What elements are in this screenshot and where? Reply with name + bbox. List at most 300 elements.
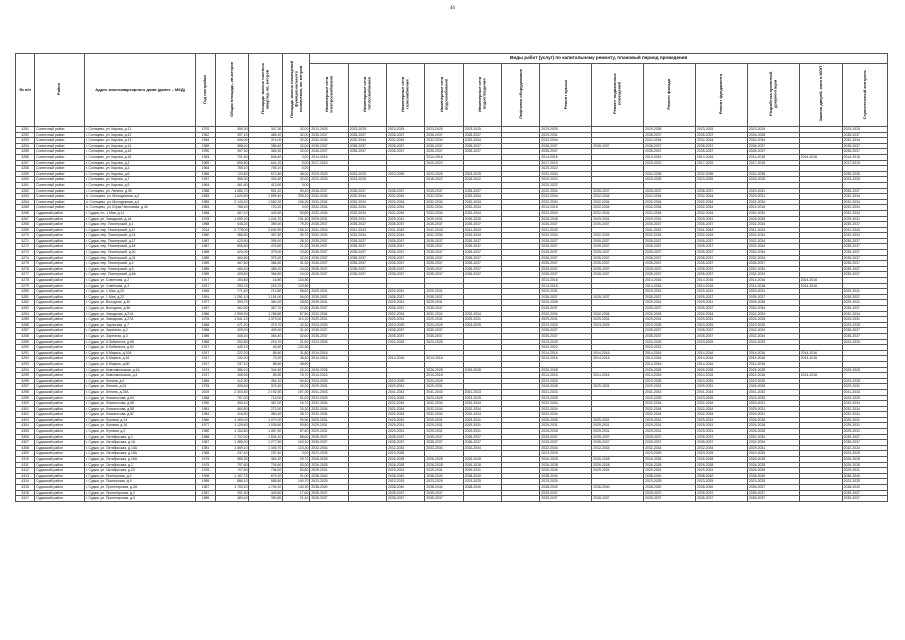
table-cell: 2026-2028 [592, 457, 644, 463]
table-cell: 2017-2019 [842, 160, 887, 166]
table-cell: 1980 [196, 233, 215, 239]
table-cell: 87,60 [283, 429, 310, 435]
table-cell: 4266 [16, 210, 35, 216]
table-cell: 391,30 [215, 490, 249, 496]
table-cell: 2023-2025 [348, 127, 386, 133]
table-cell: 2014-2016 [747, 205, 799, 211]
table-cell: 2023-2025 [842, 395, 887, 401]
table-cell: 89,50 [249, 373, 283, 379]
table-cell: 462,90 [215, 306, 249, 312]
table-cell: 423,00 [215, 250, 249, 256]
table-cell: 558,50 [249, 479, 283, 485]
table-cell: 2032-2034 [747, 199, 799, 205]
table-cell: 1 167,70 [215, 473, 249, 479]
table-cell: 354,40 [249, 333, 283, 339]
table-cell: г. Суджа, ул. Ломоносова, д.6Г [84, 412, 196, 418]
table-cell: 32,60 [283, 333, 310, 339]
table-cell: 2035-2037 [387, 306, 425, 312]
table-cell: 1 599,40 [249, 194, 283, 200]
table-cell: 2020-2022 [644, 160, 696, 166]
table-cell: 2023-2025 [696, 339, 748, 345]
table-cell: Судакский район [35, 445, 85, 451]
table-cell: 2038-2040 [425, 473, 463, 479]
table-cell: Солнечный район [35, 166, 85, 172]
table-cell: г. Солнцево, ул. Кирова, д.16 [84, 154, 196, 160]
table-cell: 2035-2037 [842, 143, 887, 149]
table-cell: 2023-2025 [425, 171, 463, 177]
col-work-header: Ремонт фундамента [696, 64, 748, 127]
table-cell: 2035-2037 [644, 434, 696, 440]
table-cell: 0,00 [283, 205, 310, 211]
table-cell: 2 634,90 [249, 227, 283, 233]
table-cell: 951,20 [249, 188, 283, 194]
table-cell: 2 778,00 [215, 227, 249, 233]
table-cell: 2035-2037 [387, 222, 425, 228]
table-cell: 2035-2037 [747, 294, 799, 300]
table-cell: 4273 [16, 250, 35, 256]
table-cell: 1966 [196, 171, 215, 177]
table-cell: 2029-2031 [425, 317, 463, 323]
table-cell: 16,70 [283, 401, 310, 407]
table-cell: 272,00 [249, 406, 283, 412]
table-cell: 2035-2037 [696, 328, 748, 334]
table-cell: 2032-2034 [425, 311, 463, 317]
table-cell: 2032-2034 [387, 412, 425, 418]
table-cell: 2041-2043 [540, 227, 592, 233]
table-cell: 2032-2034 [425, 445, 463, 451]
table-cell: Солнечный район [35, 182, 85, 188]
table-cell: 2023-2025 [387, 378, 425, 384]
table-cell: 166,90 [215, 373, 249, 379]
table-cell: 2032-2034 [425, 205, 463, 211]
table-cell: г. Солнцево, ул. Кирова, д.12 [84, 132, 196, 138]
table-cell: 2023-2025 [387, 127, 425, 133]
table-cell: Судакский район [35, 333, 85, 339]
table-cell: 2035-2037 [540, 434, 592, 440]
table-cell: 31,30 [283, 261, 310, 267]
table-cell: 2014-2016 [696, 373, 748, 379]
table-cell: 2014-2016 [540, 350, 592, 356]
table-cell: 2029-2031 [644, 384, 696, 390]
table-cell: 2041-2043 [644, 227, 696, 233]
table-cell: 2023-2025 [540, 127, 592, 133]
table-cell: 2032-2034 [425, 199, 463, 205]
table-cell: 32,00 [283, 143, 310, 149]
table-cell: 2032-2034 [747, 333, 799, 339]
table-cell: 2041-2043 [747, 227, 799, 233]
table-cell: 2032-2034 [310, 210, 348, 216]
table-cell: 4260 [16, 177, 35, 183]
table-cell: 2035-2037 [592, 434, 644, 440]
table-cell: 2032-2034 [696, 311, 748, 317]
table-cell: 4301 [16, 406, 35, 412]
table-cell: 2014-2016 [799, 350, 842, 356]
table-cell: 2038-2040 [644, 473, 696, 479]
table-cell: 2029-2031 [310, 300, 348, 306]
table-cell: 2032-2034 [387, 205, 425, 211]
table-cell: 2038-2040 [310, 473, 348, 479]
table-cell: 2035-2037 [348, 188, 386, 194]
table-cell: 2041-2043 [696, 389, 748, 395]
table-cell: 123,40 [283, 445, 310, 451]
table-cell: 2035-2037 [425, 440, 463, 446]
table-cell: 4281 [16, 294, 35, 300]
table-cell: 2029-2031 [425, 216, 463, 222]
table-cell: 2035-2037 [696, 272, 748, 278]
table-cell: 2023-2025 [387, 322, 425, 328]
table-cell: 4272 [16, 244, 35, 250]
table-cell: 2041-2043 [310, 227, 348, 233]
table-cell: 2032-2035 [644, 171, 696, 177]
table-cell: 2029-2031 [463, 417, 501, 423]
table-cell: 2023-2025 [842, 339, 887, 345]
table-cell: 2035-2037 [747, 490, 799, 496]
table-cell: 2029-2031 [540, 289, 592, 295]
table-cell: 2035-2037 [310, 266, 348, 272]
table-cell: 2035-2037 [644, 266, 696, 272]
table-cell: 2035-2037 [592, 143, 644, 149]
table-cell: Судакский район [35, 401, 85, 407]
table-cell: 106,20 [283, 199, 310, 205]
table-cell: 2035-2037 [842, 132, 887, 138]
table-cell: 2035-2037 [425, 238, 463, 244]
table-cell: 2035-2037 [842, 238, 887, 244]
table-cell: 0,00 [283, 182, 310, 188]
table-cell: 2023-2025 [310, 339, 348, 345]
table-cell: п. Солнцево, ул. Молодежная, д.2 [84, 194, 196, 200]
table-cell: 2029-2031 [425, 429, 463, 435]
table-cell: 91,00 [283, 473, 310, 479]
table-cell: 2032-2034 [644, 138, 696, 144]
table-cell: 2035-2037 [425, 261, 463, 267]
table-cell: 2029-2031 [387, 317, 425, 323]
table-cell: 1966 [196, 339, 215, 345]
table-cell: 2035-2037 [387, 149, 425, 155]
table-cell: 712,80 [249, 289, 283, 295]
table-cell: 405,40 [215, 384, 249, 390]
table-cell: 2035-2037 [644, 238, 696, 244]
table-cell: 2035-2037 [387, 261, 425, 267]
table-cell: г. Суджа, ул. Ленина, д.2 [84, 378, 196, 384]
capital-repair-table [15, 53, 888, 502]
table-cell: 367,00 [249, 401, 283, 407]
table-cell: 708,00 [249, 468, 283, 474]
table-cell: 2035-2037 [747, 149, 799, 155]
table-cell: 4292 [16, 356, 35, 362]
table-cell: 135,10 [283, 227, 310, 233]
table-cell: 2029-2031 [842, 289, 887, 295]
table-cell: 1 541,10 [215, 317, 249, 323]
table-cell: 2032-2034 [387, 445, 425, 451]
table-cell: 2035-2037 [348, 222, 386, 228]
table-cell: 22,80 [283, 306, 310, 312]
table-cell: 2032-2034 [387, 233, 425, 239]
table-cell: 4296 [16, 378, 35, 384]
table-cell: 2032-2034 [644, 412, 696, 418]
table-cell: 1977 [196, 423, 215, 429]
table-cell: 2032-2034 [842, 194, 887, 200]
table-cell: 2035-2037 [696, 294, 748, 300]
table-cell: 480,40 [215, 496, 249, 502]
table-cell: 2035-2037 [310, 333, 348, 339]
table-cell: г. Солнцево, ул. Кирова, д.2 [84, 160, 196, 166]
table-cell: 2035-2037 [540, 272, 592, 278]
table-cell: 2041-2043 [387, 389, 425, 395]
table-cell: 2035-2037 [644, 143, 696, 149]
table-cell: 1968 [196, 395, 215, 401]
table-cell: 2035-2037 [463, 440, 501, 446]
table-cell: 690,80 [215, 160, 249, 166]
table-cell: 1 620,50 [215, 194, 249, 200]
table-cell: 2035-2037 [387, 244, 425, 250]
table-cell: 2014-2016 [540, 154, 592, 160]
table-cell: 2023-2025 [310, 451, 348, 457]
table-cell: Судакский район [35, 238, 85, 244]
table-cell: 2035-2037 [842, 244, 887, 250]
table-cell: 2018-2022 [463, 177, 501, 183]
table-cell: 2038-2040 [463, 473, 501, 479]
table-cell: 2029-2031 [747, 406, 799, 412]
table-cell: 1989 [196, 143, 215, 149]
table-cell: г. Суджа, ул. Октябрьская, д.16А [84, 457, 196, 463]
table-cell: 2026-2028 [387, 457, 425, 463]
table-cell: 2026-2028 [747, 300, 799, 306]
table-cell: 2035-2037 [747, 143, 799, 149]
table-cell: 24,00 [283, 272, 310, 278]
table-cell: 4304 [16, 423, 35, 429]
table-cell: 1 070,00 [249, 417, 283, 423]
table-cell: 2029-2031 [540, 423, 592, 429]
table-cell: 2035-2037 [310, 244, 348, 250]
table-cell: 2035-2037 [644, 188, 696, 194]
table-cell: 2035-2037 [425, 250, 463, 256]
table-cell: 1 534,10 [249, 434, 283, 440]
table-cell: 32,00 [283, 132, 310, 138]
table-cell: 2026-2028 [842, 367, 887, 373]
table-cell: 1917 [196, 373, 215, 379]
table-cell: 2035-2037 [310, 490, 348, 496]
table-cell: 4279 [16, 283, 35, 289]
table-cell: 1 080,70 [215, 188, 249, 194]
table-cell: 2023-2025 [310, 378, 348, 384]
table-cell: 2023-2025 [348, 171, 386, 177]
table-cell: 2029-2035 [644, 127, 696, 133]
table-cell: 2038-2040 [592, 485, 644, 491]
table-cell: 4316 [16, 490, 35, 496]
table-cell: 4278 [16, 278, 35, 284]
table-cell: 397,30 [215, 149, 249, 155]
table-cell: 1 244,70 [249, 216, 283, 222]
table-cell: 21,20 [283, 244, 310, 250]
table-cell: 2014-2016 [644, 373, 696, 379]
table-cell: 1989 [196, 333, 215, 339]
table-cell: 4315 [16, 485, 35, 491]
table-cell: 2029-2031 [387, 289, 425, 295]
table-cell: 2035-2037 [425, 222, 463, 228]
table-cell: 2035-2037 [387, 328, 425, 334]
table-cell: 1985 [196, 199, 215, 205]
table-cell: 2035-2037 [425, 294, 463, 300]
table-cell: 2029-2031 [348, 216, 386, 222]
table-cell: 1989 [196, 261, 215, 267]
table-cell: 1917 [196, 356, 215, 362]
table-cell: 2032-2034 [463, 406, 501, 412]
table-cell: г. Солнцево, ул. Кирова, д.14 [84, 143, 196, 149]
table-cell: 2032-2034 [842, 412, 887, 418]
table-cell: 1989 [196, 255, 215, 261]
table-cell: Судакский район [35, 462, 85, 468]
table-cell: 2035-2037 [310, 222, 348, 228]
table-cell: 2032-2034 [842, 233, 887, 239]
table-cell: 2014-2016 [696, 350, 748, 356]
table-cell: 0,00 [283, 154, 310, 160]
table-cell: 2035-2037 [425, 244, 463, 250]
table-cell: 2018-2022 [425, 177, 463, 183]
table-cell: 2032-2034 [842, 210, 887, 216]
table-cell: 16,80 [249, 278, 283, 284]
table-cell: 2035-2037 [592, 261, 644, 267]
table-cell: 1988 [196, 222, 215, 228]
table-cell: 2032-2034 [747, 440, 799, 446]
table-cell: 90,90 [283, 417, 310, 423]
table-cell: 2020-2022 [540, 177, 592, 183]
table-cell: 2035-2037 [592, 250, 644, 256]
table-cell: 94,00 [283, 294, 310, 300]
table-cell: 4275 [16, 261, 35, 267]
table-cell: 1988 [196, 328, 215, 334]
table-cell: Судакский район [35, 339, 85, 345]
table-cell: 1981 [196, 406, 215, 412]
table-cell: г. Солнцево, ул. Кирова, д.15 [84, 149, 196, 155]
table-cell: 2032-2034 [425, 233, 463, 239]
table-cell [348, 496, 386, 502]
table-cell: 2014-2016 [799, 373, 842, 379]
table-cell: Судакский район [35, 468, 85, 474]
table-cell: 4300 [16, 401, 35, 407]
table-cell: 2032-2034 [747, 266, 799, 272]
table-cell: 2026-2028 [644, 457, 696, 463]
table-cell: 2014-2016 [592, 356, 644, 362]
table-cell: 2029-2031 [644, 216, 696, 222]
table-cell: 2038-2040 [696, 485, 748, 491]
table-cell: 2041-2043 [387, 227, 425, 233]
table-cell: 2029-2031 [842, 300, 887, 306]
table-cell: 2014 [196, 227, 215, 233]
table-cell: 2035-2037 [387, 496, 425, 502]
table-cell: 366,50 [249, 272, 283, 278]
table-cell: 1 704,20 [249, 485, 283, 491]
table-cell: 31,80 [283, 350, 310, 356]
table-cell: 672,80 [249, 171, 283, 177]
table-cell: 4267 [16, 216, 35, 222]
table-cell: 2023-2025 [540, 339, 592, 345]
table-cell: 2035-2037 [644, 132, 696, 138]
table-cell: 2035-2037 [592, 188, 644, 194]
table-cell: 2032-2034 [463, 401, 501, 407]
table-cell: 467,80 [215, 261, 249, 267]
table-cell: 2032-2034 [592, 445, 644, 451]
table-cell: 2032-2034 [387, 194, 425, 200]
table-cell: 2023-2025 [387, 451, 425, 457]
table-cell: 2035-2037 [747, 496, 799, 502]
table-cell: 90,20 [283, 188, 310, 194]
table-cell: Солнечный район [35, 177, 85, 183]
table-cell: 252,80 [215, 339, 249, 345]
table-cell: 2032-2034 [463, 210, 501, 216]
table-cell: 720,20 [249, 205, 283, 211]
table-cell: Судакский район [35, 328, 85, 334]
table-cell: г. Суджа, пер. Пионерский, д.24 [84, 255, 196, 261]
table-cell: 1969 [196, 378, 215, 384]
table-cell: 2029-2031 [592, 317, 644, 323]
table-cell: 2035-2037 [310, 328, 348, 334]
table-cell: 2023-2025 [425, 339, 463, 345]
table-cell: г. Солнцево, ул. Кирова, д.11 [84, 127, 196, 133]
table-cell: 2035-2037 [644, 261, 696, 267]
table-cell: 4295 [16, 373, 35, 379]
table-cell: 2023-2025 [644, 322, 696, 328]
table-cell: 2035-2037 [540, 306, 592, 312]
table-cell: Солнечный район [35, 143, 85, 149]
table-cell: 2035-2037 [696, 149, 748, 155]
table-cell: 2014-2016 [425, 356, 463, 362]
table-cell: 2035-2037 [310, 149, 348, 155]
table-cell: 2035-2037 [463, 132, 501, 138]
table-cell: 2035-2037 [842, 440, 887, 446]
table-cell: 4265 [16, 205, 35, 211]
table-cell: г. Суджа, ул. Ленина, д.25А [84, 389, 196, 395]
table-cell: 48,50 [283, 361, 310, 367]
table-cell: 1987 [196, 440, 215, 446]
table-cell: 704,60 [249, 462, 283, 468]
table-cell: 2035-2037 [842, 490, 887, 496]
table-cell: 1978 [196, 216, 215, 222]
table-cell: 2032-2034 [696, 401, 748, 407]
table-cell: 2035-2037 [310, 255, 348, 261]
table-cell: 2035-2037 [842, 333, 887, 339]
table-cell: 140,70 [283, 479, 310, 485]
table-cell: 2035-2037 [696, 306, 748, 312]
table-cell: 2032-2034 [425, 194, 463, 200]
table-cell: 4313 [16, 473, 35, 479]
table-cell: 2032-2034 [592, 194, 644, 200]
table-cell: 1990 [196, 401, 215, 407]
table-cell: 1991 [196, 294, 215, 300]
table-cell: Судакский район [35, 306, 85, 312]
col-work-header: Инженерные сети водоотведения [463, 64, 501, 127]
table-cell: 2032-2034 [425, 138, 463, 144]
table-cell: 1917 [196, 345, 215, 351]
table-cell: 2029-2031 [696, 417, 748, 423]
table-cell: 460,40 [215, 266, 249, 272]
table-cell: 2026-2028 [463, 462, 501, 468]
table-cell: 2032-2034 [387, 210, 425, 216]
table-cell: Солнечный район [35, 205, 85, 211]
table-cell: 2035-2037 [644, 244, 696, 250]
table-cell: 2023-2025 [425, 479, 463, 485]
table-cell: 2032-2034 [387, 406, 425, 412]
table-cell: 4274 [16, 255, 35, 261]
table-cell: 2023-2025 [747, 395, 799, 401]
table-cell: 20,10 [283, 367, 310, 373]
table-cell: 2014-2016 [310, 356, 348, 362]
table-cell: 2035-2037 [348, 250, 386, 256]
table-cell: 2029-2031 [540, 317, 592, 323]
table-cell: 2023-2025 [387, 339, 425, 345]
col-address-header: Адрес многоквартирного дома (далее – МКД) [84, 54, 196, 127]
table-cell: 2038-2040 [425, 485, 463, 491]
table-cell: 2032-2034 [747, 222, 799, 228]
